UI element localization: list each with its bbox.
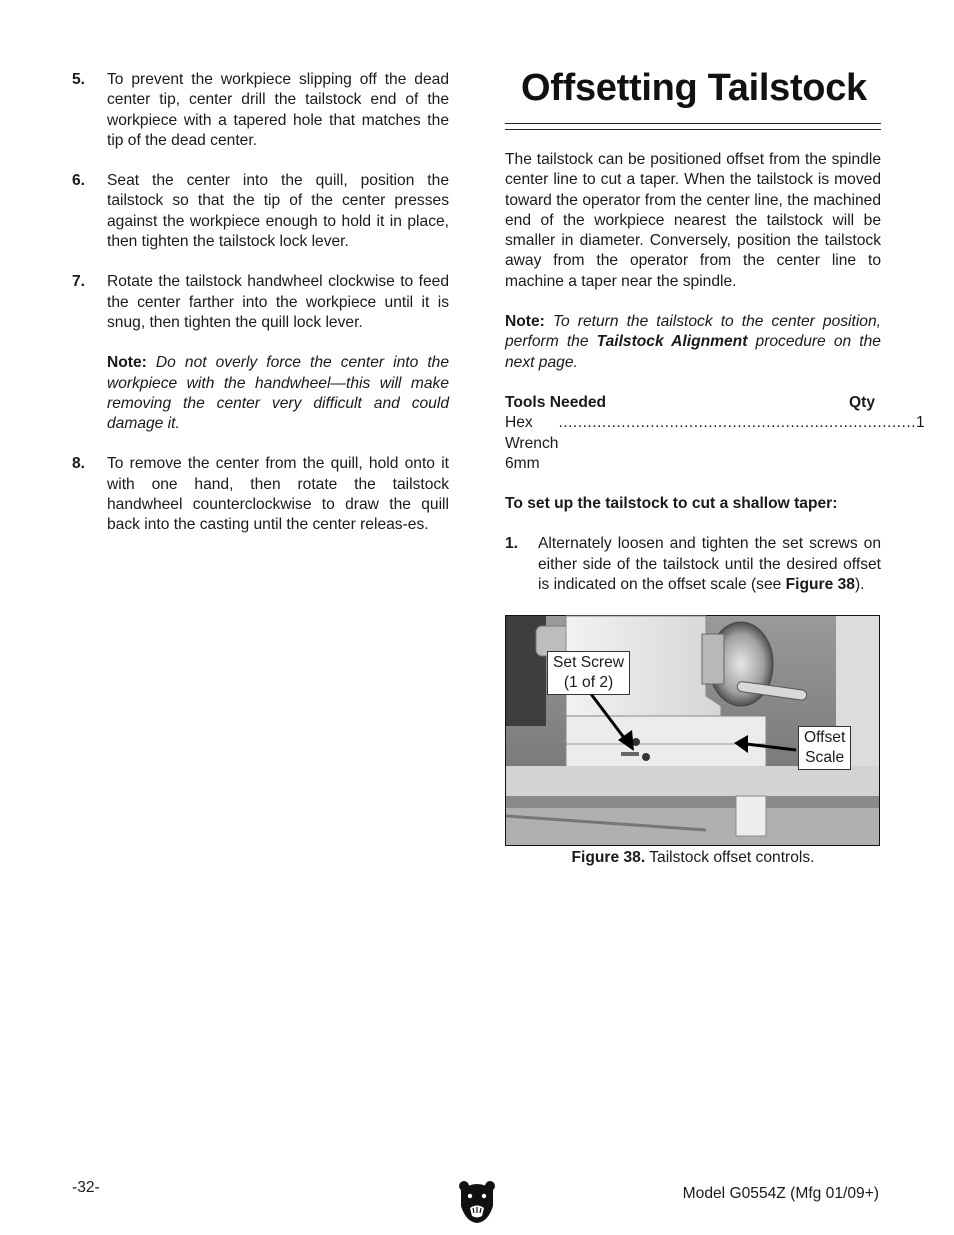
callout-line: Scale xyxy=(805,749,845,766)
note-text: Do not overly force the center into the workpiece with the handwheel—this will make removing the center very difficult and could damage it. xyxy=(107,354,449,433)
step-text: To remove the center from the quill, hold onto it with one hand, then rotate the tailstock handwheel counterclockwise to draw the quill back into the casting until the center releas-es. xyxy=(107,455,449,534)
tool-name: Hex Wrench 6mm xyxy=(505,414,559,472)
caption-text: Tailstock offset controls. xyxy=(649,849,815,866)
section-title: Offsetting Tailstock xyxy=(521,67,867,109)
note-post: procedure on the next page. xyxy=(505,333,881,371)
left-column xyxy=(72,70,449,556)
step-text: To prevent the workpiece slipping off the dead center tip, center drill the tailstock end of the workpiece with a tapered hole that matches the tip of the dead center. xyxy=(107,71,449,149)
note-pre: To return the tailstock to the center position, perform the xyxy=(505,313,881,351)
right-column xyxy=(505,66,925,595)
title-rule xyxy=(505,123,881,130)
callout-line: (1 of 2) xyxy=(563,674,614,691)
qty-label: Qty xyxy=(849,393,875,411)
set-screw-callout xyxy=(547,651,630,695)
step-6 xyxy=(72,171,449,252)
caption-label: Figure 38. xyxy=(571,849,646,866)
step-note xyxy=(107,353,449,434)
tool-qty: 1 xyxy=(916,414,925,432)
step-text: Rotate the tailstock handwheel clockwise to feed the center farther into the workpiece until it is snug, then tighten the quill lock lever. xyxy=(107,273,449,331)
callout-line: Offset xyxy=(804,729,846,746)
procedure-heading: To set up the tailstock to cut a shallow taper: xyxy=(505,495,838,513)
step-7 xyxy=(72,272,449,434)
figure-38-photo xyxy=(505,615,880,846)
step-8 xyxy=(72,454,449,535)
offset-scale-callout xyxy=(798,726,851,770)
tool-leader-dots: .......................................................................... xyxy=(558,414,917,432)
tools-needed-label: Tools Needed xyxy=(505,393,607,411)
step-5 xyxy=(72,70,449,151)
note-label: Note: xyxy=(107,354,147,372)
callout-line: Set Screw xyxy=(553,654,625,671)
tool-row xyxy=(505,413,925,474)
procedure-step-1 xyxy=(505,534,881,595)
step-post: ). xyxy=(854,576,865,594)
step-number: 1. xyxy=(505,535,519,553)
step-number: 5. xyxy=(72,71,86,88)
step-pre: Alternately loosen and tighten the set screws on either side of the tailstock until the desired offset is indicated on the offset scale (see xyxy=(538,535,881,594)
step-number: 8. xyxy=(72,455,86,473)
bear-logo-icon xyxy=(458,1178,496,1224)
intro-paragraph: The tailstock can be positioned offset from the spindle center line to cut a taper. When the tailstock is moved toward the operator from the center line, the machined end of the workpiece nearest the tailstock will be smaller in diameter. Conversely, position the tailstock away from the operator from the center line to machine a taper near the spindle. xyxy=(505,151,881,290)
step-text: Seat the center into the quill, position the tailstock so that the tip of the center presses against the workpiece enough to hold it in place, then tighten the tailstock lock lever. xyxy=(107,172,449,251)
note-bold: Tailstock Alignment xyxy=(596,333,748,351)
step-number: 6. xyxy=(72,172,86,190)
step-number: 7. xyxy=(72,273,86,291)
section-note xyxy=(505,312,881,373)
tools-header xyxy=(505,393,881,413)
figure-caption xyxy=(505,848,881,868)
figure-reference: Figure 38 xyxy=(785,576,855,594)
model-footer: Model G0554Z (Mfg 01/09+) xyxy=(682,1185,879,1202)
note-label: Note: xyxy=(505,313,545,331)
page-number: -32- xyxy=(72,1179,100,1196)
